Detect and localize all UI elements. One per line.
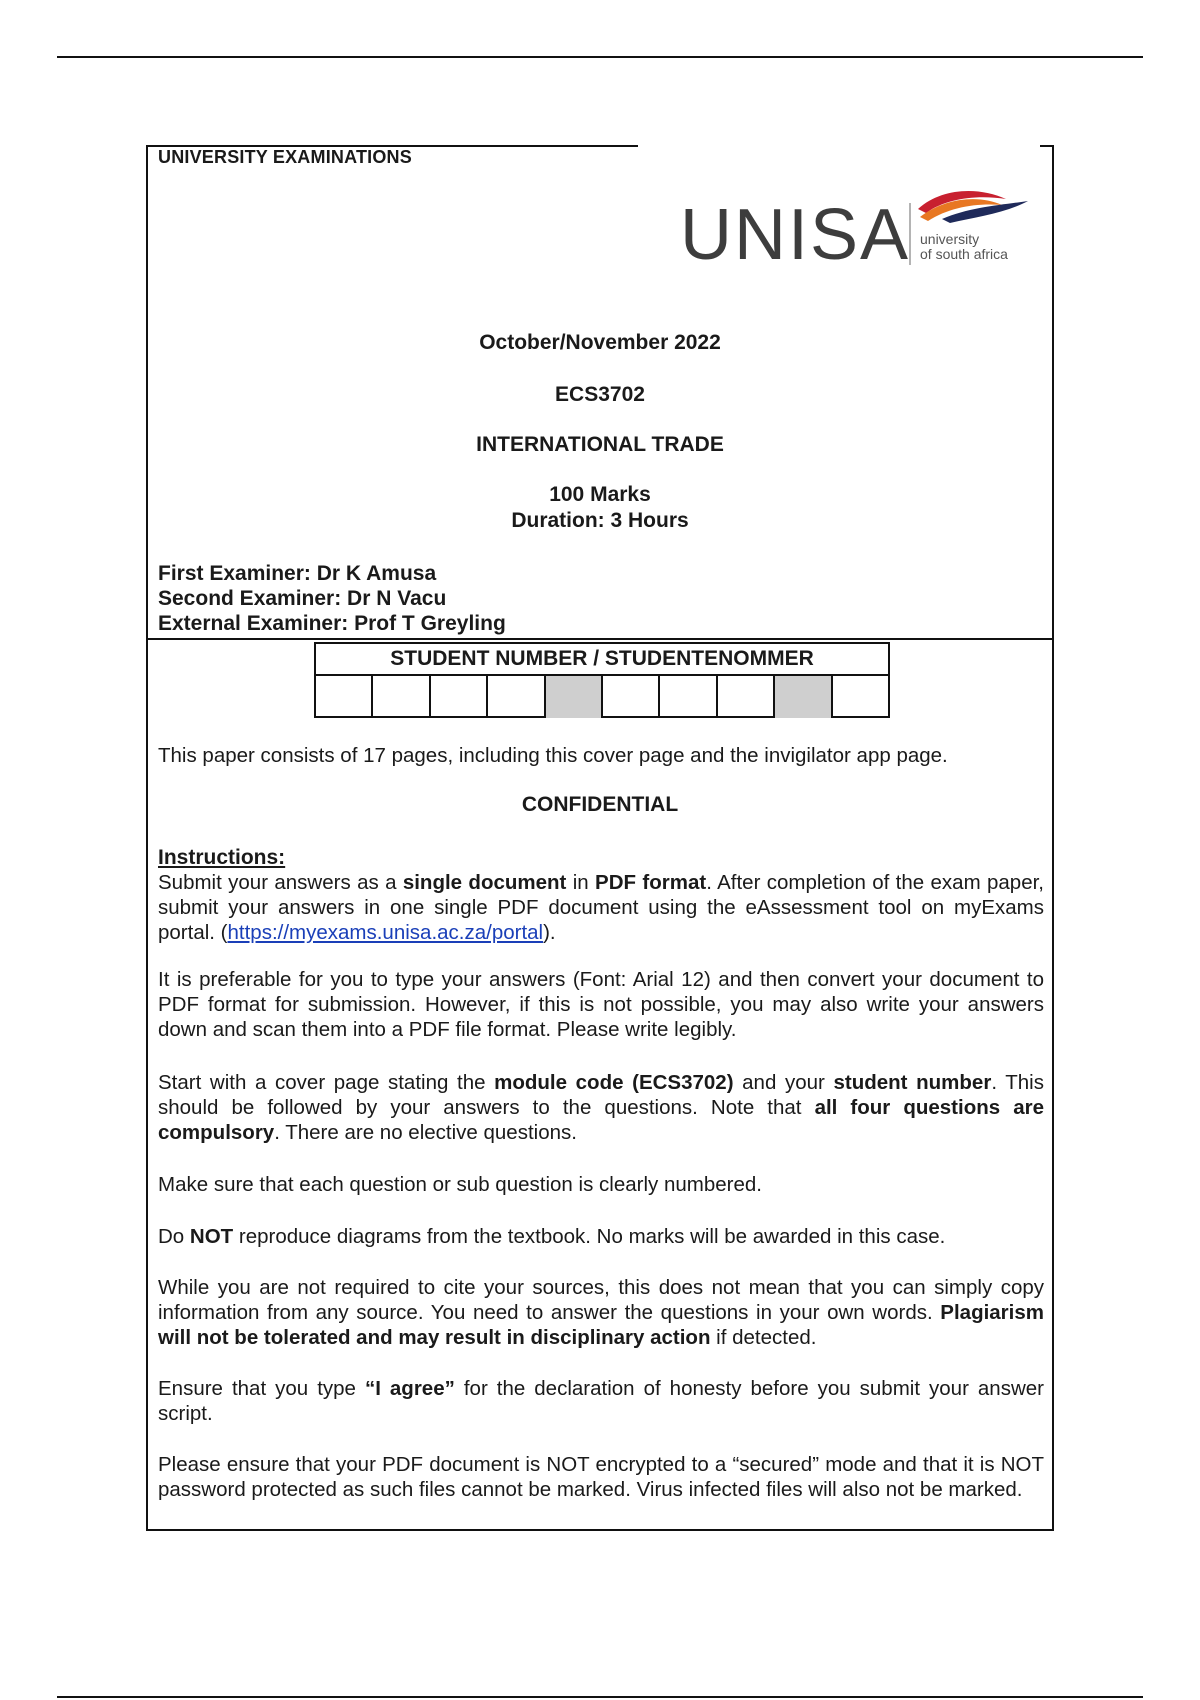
- student-number-cell: [431, 676, 488, 718]
- text-run: in: [566, 871, 596, 894]
- first-examiner: First Examiner: Dr K Amusa: [158, 562, 437, 585]
- instructions-heading-wrap: [158, 845, 1044, 870]
- logo-wordmark: UNISA: [680, 195, 911, 273]
- total-marks: 100 Marks: [549, 483, 651, 506]
- student-number-cells: [316, 676, 888, 718]
- instruction-paragraph-4: Make sure that each question or sub question is clearly numbered.: [158, 1173, 762, 1196]
- text-run: Ensure that you type: [158, 1377, 365, 1400]
- exam-duration: Duration: 3 Hours: [511, 509, 689, 532]
- bold-run: Plagiarism will not be tolerated and may result in disciplinary action: [158, 1301, 1044, 1349]
- exam-session: October/November 2022: [479, 331, 721, 354]
- pages-note: This paper consists of 17 pages, including this cover page and the invigilator app page.: [158, 744, 948, 767]
- student-number-cell: [316, 676, 373, 718]
- instruction-paragraph-8: Please ensure that your PDF document is NOT encrypted to a “secured” mode and that it is NOT password protected as such files cannot be marked. Virus infected files will also not be marked.: [158, 1453, 1044, 1501]
- bold-run: single document: [402, 871, 567, 894]
- student-number-cell: [488, 676, 545, 718]
- student-number-cell: [660, 676, 717, 718]
- student-number-cell: [833, 676, 888, 718]
- student-number-cell: [718, 676, 775, 718]
- second-examiner: Second Examiner: Dr N Vacu: [158, 587, 447, 610]
- text-run: Do: [158, 1225, 190, 1248]
- logo-tagline-south-africa: of south africa: [920, 246, 1008, 262]
- text-run: reproduce diagrams from the textbook. No marks will be awarded in this case.: [233, 1225, 946, 1248]
- unisa-logo: [680, 183, 1040, 273]
- bold-run: “I agree”: [364, 1377, 455, 1400]
- text-run: for the declaration of honesty before you submit your answer script.: [158, 1377, 1044, 1425]
- frame-top-line-right: [1040, 145, 1052, 147]
- myexams-portal-link[interactable]: https://myexams.unisa.ac.za/portal: [227, 921, 544, 944]
- bold-run: module code (ECS3702): [494, 1071, 734, 1094]
- module-name: INTERNATIONAL TRADE: [476, 433, 724, 456]
- instruction-paragraph-3: [158, 1070, 1044, 1145]
- header-divider: [148, 638, 1052, 640]
- text-run: ).: [543, 921, 556, 944]
- page-top-rule: [57, 56, 1143, 58]
- text-run: and your: [733, 1071, 834, 1094]
- student-number-cell: [373, 676, 430, 718]
- instruction-paragraph-6: [158, 1275, 1044, 1350]
- text-run: if detected.: [710, 1326, 817, 1349]
- text-run: . This should be followed by your answers to the questions. Note that: [158, 1071, 1044, 1119]
- page-bottom-rule: [57, 1696, 1143, 1698]
- instruction-paragraph-5: [158, 1224, 1044, 1249]
- text-run: Submit your answers as a: [158, 871, 403, 894]
- university-examinations-label: UNIVERSITY EXAMINATIONS: [158, 147, 412, 167]
- instructions-heading: Instructions:: [158, 846, 286, 869]
- external-examiner: External Examiner: Prof T Greyling: [158, 612, 506, 635]
- text-run: While you are not required to cite your sources, this does not mean that you can simply copy information from any source. You need to answer the questions in your own words.: [158, 1276, 1044, 1324]
- module-code: ECS3702: [555, 383, 645, 406]
- text-run: . There are no elective questions.: [274, 1121, 577, 1144]
- logo-tagline-university: university: [920, 231, 980, 247]
- bold-run: PDF format: [595, 871, 707, 894]
- bold-run: student number: [833, 1071, 992, 1094]
- examiners-block: [158, 561, 506, 636]
- instruction-paragraph-2: It is preferable for you to type your answers (Font: Arial 12) and then convert your document to PDF format for submission. However, if this is not possible, you may also write your answers down and scan them into a PDF file format. Please write legibly.: [158, 968, 1044, 1041]
- bold-run: NOT: [189, 1225, 234, 1248]
- text-run: Start with a cover page stating the: [158, 1071, 495, 1094]
- text-run: . After completion of the exam paper, submit your answers in one single PDF document using the eAssessment tool on myExams portal. (: [158, 871, 1045, 944]
- student-number-title: STUDENT NUMBER / STUDENTENOMMER: [316, 644, 888, 676]
- confidential-label: CONFIDENTIAL: [521, 793, 679, 816]
- student-number-cell-shaded: [546, 676, 603, 718]
- student-number-cell: [603, 676, 660, 718]
- bold-run: all four questions are compulsory: [158, 1096, 1044, 1144]
- student-number-box: [314, 642, 890, 718]
- student-number-cell-shaded: [775, 676, 832, 718]
- instruction-paragraph-7: [158, 1376, 1044, 1426]
- instruction-paragraph-1: [158, 870, 1044, 945]
- cover-page-frame: [146, 145, 1054, 1531]
